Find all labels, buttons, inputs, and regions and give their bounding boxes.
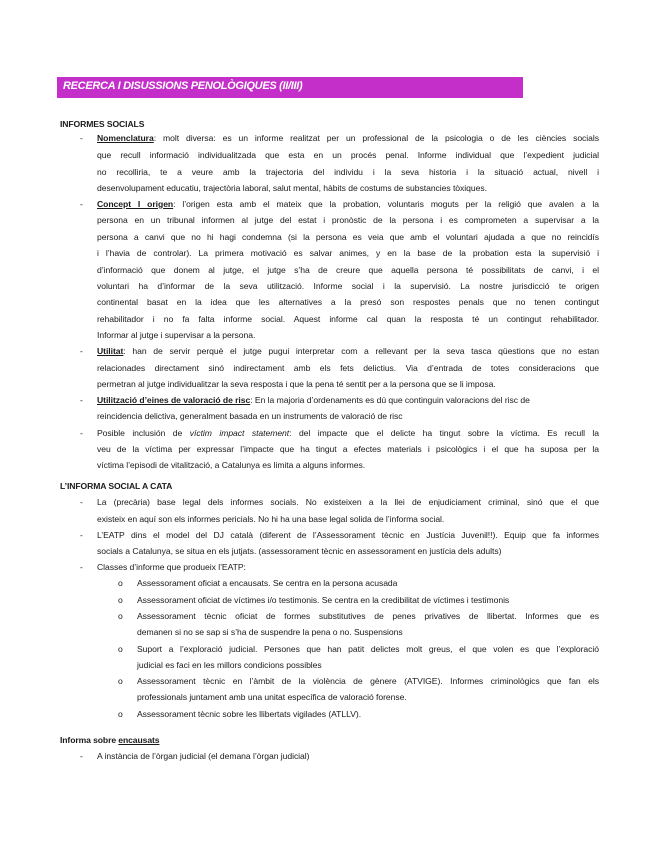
dash-bullet: - [80,199,83,209]
paragraph-line: existeix en aquí son els informes pericials. No hi ha una base legal solida de l’informa social. [97,514,445,524]
paragraph-line: Assessorament tècnic sobre les llibertats vigilades (ATLLV). [137,709,362,719]
text-span: : han de servir perquè el jutge pugui interpretar com a rellevant per la seva tasca qüestions que no estan [123,346,599,356]
circle-bullet: o [118,709,123,719]
paragraph-line: L’EATP dins el model del DJ català (diferent de l’Assessorament tècnic en Justícia Juvenil!!). Equip que fa informes [97,530,599,540]
paragraph-line: Assessorament tècnic en l’àmbit de la violència de gènere (ATVIGE). Informes criminològics que fan els [137,676,599,686]
text-span: : En la majoria d’ordenaments es dú que continguin valoracions del risc de [250,395,530,405]
dash-bullet: - [80,562,83,572]
dash-bullet: - [80,751,83,761]
paragraph-line [97,133,599,144]
paragraph-line: Informar al jutge i supervisar a la persona. [97,330,256,340]
paragraph-line: relacionades directament sinó indirectament amb els fets delictius. Via d’entrada de totes consideracions que [97,363,599,373]
term-nomenclatura: Nomenclatura [97,133,154,143]
text-span: Posible inclusión de [97,428,190,438]
paragraph-line: persona a canvi que no hi hagi condemna (si la persona es veia que amb el voluntari ajudada a que no reincidís [97,232,599,242]
text-span: : l’origen esta amb el mateix que la probation, voluntaris moguts per la religió que avalen a la [173,199,599,209]
heading-underlined-text: encausats [118,735,160,745]
dash-bullet: - [80,346,83,356]
circle-bullet: o [118,611,123,621]
term-concept-origen: Concept I origen [97,199,174,209]
paragraph-line: reincidencia delictiva, generalment basada en un instruments de valoració de risc [97,411,403,421]
paragraph-line: demanen si no se sap si s’ha de suspendre la pena o no. Suspensions [137,627,403,637]
paragraph-line: veu de la víctima per expressar l’impacte que ha tingut a efectes materials i psicològics i el que ha suposa per la [97,444,599,454]
paragraph-line: víctima l’episodi de vitalització, a Catalunya es limita a alguns informes. [97,460,366,470]
term-utilitzacio-eines: Utilització d’eines de valoració de risc [97,395,251,405]
paragraph-line: que recull informació individualitzada que esta en un procés penal. Informe individual que l’expedient judicial [97,150,599,160]
heading-text: Informa sobre [60,735,119,745]
circle-bullet: o [118,676,123,686]
paragraph-line: desenvolupament educatiu, trajectòria laboral, salut mental, hàbits de costums de substancies tòxiques. [97,183,487,193]
dash-bullet: - [80,395,83,405]
paragraph-line: Assessorament tècnic oficiat de formes substitutives de penes privatives de llibertat. Informes que es [137,611,599,621]
italic-term: víctim impact statement [189,428,290,438]
paragraph-line: d’informació que donem al jutge, el jutge s’ha de creure que aquella persona té possibilitats de canvi, i el [97,265,599,275]
circle-bullet: o [118,644,123,654]
section-heading-informa-social-cata: L’INFORMA SOCIAL A CATA [60,481,173,491]
paragraph-line [97,428,599,439]
circle-bullet: o [118,595,123,605]
paragraph-line: persona en un tribunal informen al jutge del estat i pronòstic de la persona i es comprometen a supervisar a la [97,215,599,225]
paragraph-line: socials a Catalunya, se situa en els jutjats. (assessorament tècnic en assessorament en justícia dels adults) [97,546,502,556]
dash-bullet: - [80,133,83,143]
paragraph-line [97,395,599,406]
paragraph-line: i l’havia de controlar). La primera motivació es salvar animes, y en la base de la probation esta la supervisió i [97,248,599,258]
paragraph-line: Assessorament oficiat de víctimes i/o testimonis. Se centra en la credibilitat de víctimes i testimonis [137,595,510,605]
section-banner [57,77,523,98]
circle-bullet: o [118,578,123,588]
banner-title: RECERCA I DISUSSIONS PENOLÒGIQUES (II/III) [63,80,303,92]
paragraph-line [97,199,599,210]
paragraph-line: permetran al jutge individualitzar la seva resposta i que la pena té sentit per a la persona que se li imposa. [97,379,496,389]
text-span: : del impacte que el delicte ha tingut sobre la víctima. Es recull la [289,428,599,438]
paragraph-line: Classes d’informe que produeix l’EATP: [97,562,246,572]
paragraph-line: judicial es faci en les millors condicions possibles [137,660,322,670]
paragraph-line: voluntari ha d’informar de la seva utilització. Informe social i la supervisió. La nostre jurisdicció te origen [97,281,599,291]
paragraph-line: continental basat en la idea que les alternatives a la presó son respostes penals que no tenen contingut [97,297,599,307]
dash-bullet: - [80,497,83,507]
text-span: : molt diversa: es un informe realitzat per un professional de la psicologia o de les ciències socials [153,133,599,143]
paragraph-line: no recolliria, te a veure amb la trajectoria del individu i la seva historia i la situació actual, nivell i [97,167,599,177]
paragraph-line: La (precària) base legal dels informes socials. No existeixen a la llei de enjudiciament criminal, sinó que el que [97,497,599,507]
paragraph-line [97,346,599,357]
paragraph-line: rehabilitador i no fa falta informe social. Aquest informe cal quan la resposta té un contingut rehabilitador. [97,314,599,324]
paragraph-line: Assessorament oficiat a encausats. Se centra en la persona acusada [137,578,398,588]
paragraph-line: professionals juntament amb una unitat específica de valoració forense. [137,692,407,702]
paragraph-line: A instància de l’òrgan judicial (el demana l’òrgan judicial) [97,751,310,761]
section-heading-informa-encausats [60,735,159,745]
dash-bullet: - [80,530,83,540]
section-heading-informes-socials: INFORMES SOCIALS [60,119,145,129]
dash-bullet: - [80,428,83,438]
term-utilitat: Utilitat [97,346,124,356]
paragraph-line: Suport a l’exploració judicial. Persones que han patit delictes molt greus, el que volen es que l’exploració [137,644,599,654]
